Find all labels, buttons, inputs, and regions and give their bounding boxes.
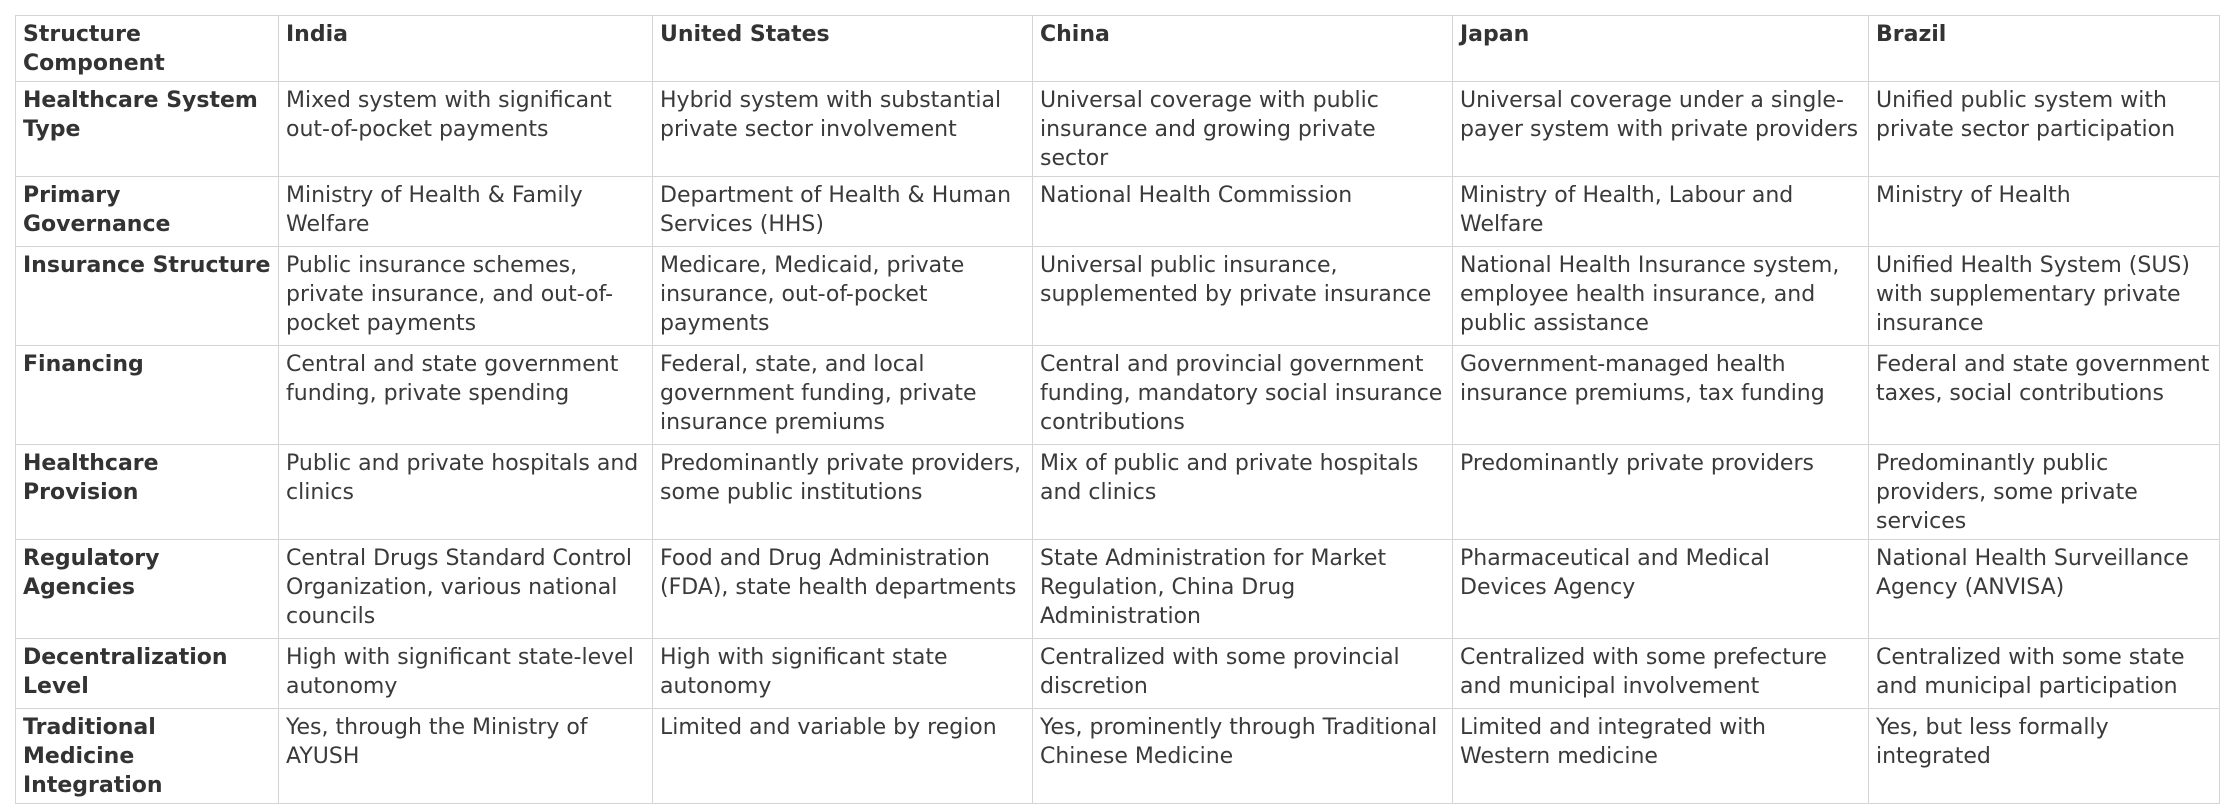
cell-brazil: Centralized with some state and municipal participation: [1869, 639, 2220, 709]
cell-japan: National Health Insurance system, employee health insurance, and public assistance: [1453, 247, 1869, 346]
cell-india: Public insurance schemes, private insurance, and out-of-pocket payments: [279, 247, 653, 346]
header-brazil: Brazil: [1869, 16, 2220, 82]
table-row: [16, 639, 2220, 709]
cell-japan: Pharmaceutical and Medical Devices Agency: [1453, 540, 1869, 639]
cell-brazil: Unified public system with private sector participation: [1869, 82, 2220, 177]
cell-china: State Administration for Market Regulation, China Drug Administration: [1033, 540, 1453, 639]
cell-united-states: Medicare, Medicaid, private insurance, out-of-pocket payments: [653, 247, 1033, 346]
table-row: [16, 82, 2220, 177]
cell-united-states: Predominantly private providers, some public institutions: [653, 445, 1033, 540]
table-body: [16, 82, 2220, 804]
table-row: [16, 709, 2220, 804]
cell-united-states: High with significant state autonomy: [653, 639, 1033, 709]
comparison-table-container: [15, 15, 2220, 804]
cell-india: Ministry of Health & Family Welfare: [279, 177, 653, 247]
healthcare-comparison-table: [15, 15, 2220, 804]
cell-japan: Government-managed health insurance premiums, tax funding: [1453, 346, 1869, 445]
table-row: [16, 445, 2220, 540]
row-label: Decentralization Level: [16, 639, 279, 709]
cell-united-states: Food and Drug Administration (FDA), state health departments: [653, 540, 1033, 639]
cell-brazil: Predominantly public providers, some private services: [1869, 445, 2220, 540]
cell-india: Central and state government funding, private spending: [279, 346, 653, 445]
row-label: Insurance Structure: [16, 247, 279, 346]
row-label: Financing: [16, 346, 279, 445]
table-header: [16, 16, 2220, 82]
cell-india: Public and private hospitals and clinics: [279, 445, 653, 540]
row-label: Traditional Medicine Integration: [16, 709, 279, 804]
cell-china: Central and provincial government funding, mandatory social insurance contributions: [1033, 346, 1453, 445]
cell-india: High with significant state-level autonomy: [279, 639, 653, 709]
cell-brazil: Unified Health System (SUS) with supplementary private insurance: [1869, 247, 2220, 346]
table-row: [16, 346, 2220, 445]
header-structure-component: Structure Component: [16, 16, 279, 82]
cell-china: Universal public insurance, supplemented by private insurance: [1033, 247, 1453, 346]
header-japan: Japan: [1453, 16, 1869, 82]
cell-china: Mix of public and private hospitals and clinics: [1033, 445, 1453, 540]
cell-japan: Predominantly private providers: [1453, 445, 1869, 540]
cell-china: Yes, prominently through Traditional Chinese Medicine: [1033, 709, 1453, 804]
cell-united-states: Department of Health & Human Services (HHS): [653, 177, 1033, 247]
cell-brazil: National Health Surveillance Agency (ANVISA): [1869, 540, 2220, 639]
header-india: India: [279, 16, 653, 82]
row-label: Primary Governance: [16, 177, 279, 247]
header-row: [16, 16, 2220, 82]
cell-india: Mixed system with significant out-of-pocket payments: [279, 82, 653, 177]
cell-japan: Universal coverage under a single-payer system with private providers: [1453, 82, 1869, 177]
cell-japan: Ministry of Health, Labour and Welfare: [1453, 177, 1869, 247]
cell-united-states: Hybrid system with substantial private sector involvement: [653, 82, 1033, 177]
cell-brazil: Yes, but less formally integrated: [1869, 709, 2220, 804]
table-row: [16, 177, 2220, 247]
cell-japan: Centralized with some prefecture and municipal involvement: [1453, 639, 1869, 709]
cell-japan: Limited and integrated with Western medicine: [1453, 709, 1869, 804]
header-united-states: United States: [653, 16, 1033, 82]
cell-china: Universal coverage with public insurance and growing private sector: [1033, 82, 1453, 177]
table-row: [16, 247, 2220, 346]
cell-india: Central Drugs Standard Control Organization, various national councils: [279, 540, 653, 639]
row-label: Healthcare System Type: [16, 82, 279, 177]
cell-brazil: Federal and state government taxes, social contributions: [1869, 346, 2220, 445]
table-row: [16, 540, 2220, 639]
cell-united-states: Federal, state, and local government funding, private insurance premiums: [653, 346, 1033, 445]
cell-united-states: Limited and variable by region: [653, 709, 1033, 804]
cell-india: Yes, through the Ministry of AYUSH: [279, 709, 653, 804]
row-label: Healthcare Provision: [16, 445, 279, 540]
cell-china: Centralized with some provincial discretion: [1033, 639, 1453, 709]
cell-china: National Health Commission: [1033, 177, 1453, 247]
cell-brazil: Ministry of Health: [1869, 177, 2220, 247]
row-label: Regulatory Agencies: [16, 540, 279, 639]
header-china: China: [1033, 16, 1453, 82]
